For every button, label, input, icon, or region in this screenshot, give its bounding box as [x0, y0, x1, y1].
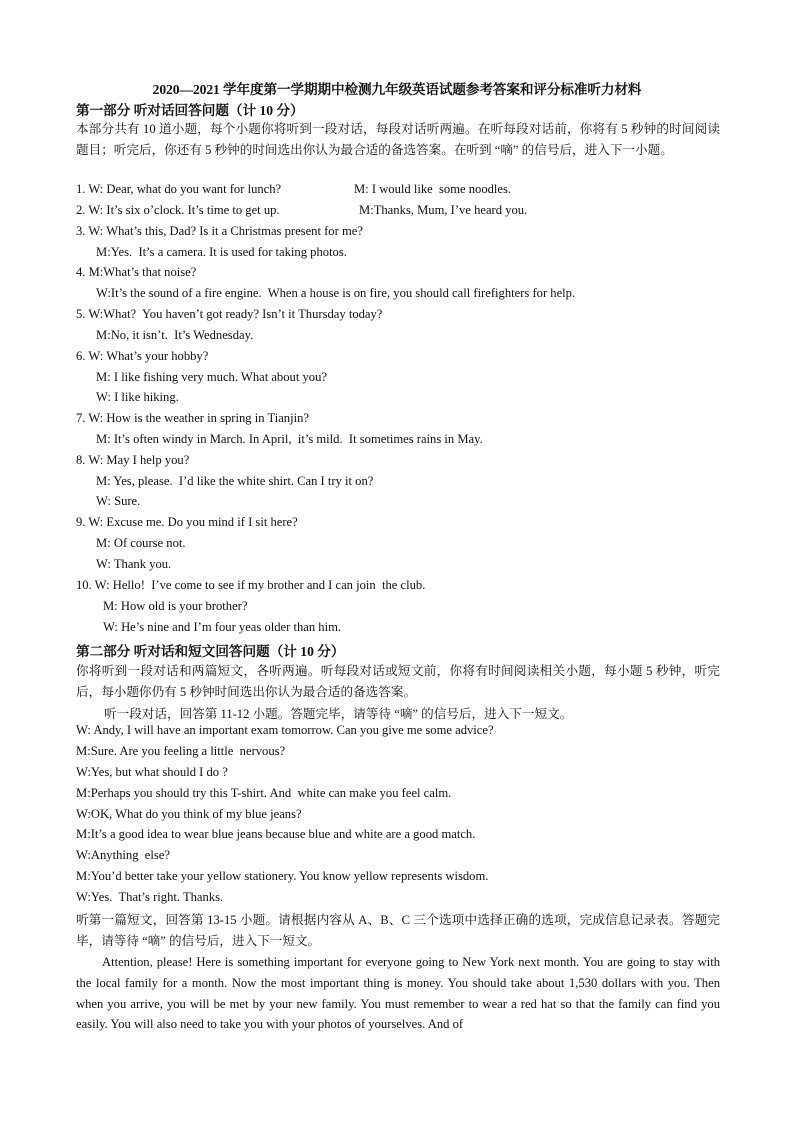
dialogue-line: 6. W: What’s your hobby? — [76, 349, 209, 363]
dialogue-line: W:OK, What do you think of my blue jeans? — [76, 807, 302, 821]
dialogue-line: 5. W:What? You haven’t got ready? Isn’t it Thursday today? — [76, 307, 383, 321]
document-title: 2020—2021 学年度第一学期期中检测九年级英语试题参考答案和评分标准听力材料 — [152, 82, 642, 97]
dialogue-line: W:Yes, but what should I do ? — [76, 765, 228, 779]
dialogue-line: M: Of course not. — [96, 536, 186, 550]
dialogue-line: 7. W: How is the weather in spring in Tianjin? — [76, 411, 309, 425]
part2-instructions: 你将听到一段对话和两篇短文，各听两遍。听每段对话或短文前，你将有时间阅读相关小题，每小题 5 秒钟，听完后，每小题你仍有 5 秒钟时间选出你认为最合适的备选答案。 — [76, 664, 720, 699]
part1-heading: 第一部分 听对话回答问题（计 10 分） — [76, 103, 304, 118]
dialogue-line: M:It’s a good idea to wear blue jeans because blue and white are a good match. — [76, 827, 476, 841]
dialogue-line: W: He’s nine and I’m four yeas older than him. — [103, 620, 342, 634]
dialogue-line: M: How old is your brother? — [103, 599, 248, 613]
dialogue-line: M:Yes. It’s a camera. It is used for taking photos. — [96, 245, 347, 259]
part2-heading: 第二部分 听对话和短文回答问题（计 10 分） — [76, 644, 345, 659]
dialogue-line: W:It’s the sound of a fire engine. When a house is on fire, you should call firefighters for help. — [96, 286, 576, 300]
dialogue-line: M: Yes, please. I’d like the white shirt. Can I try it on? — [96, 474, 374, 488]
dialogue-line: M: I like fishing very much. What about you? — [96, 370, 327, 384]
dialogue-line: W: Thank you. — [96, 557, 172, 571]
dialogue-line: 2. W: It’s six o’clock. It’s time to get up. — [76, 203, 280, 217]
dialogue-line: M: I would like some noodles. — [354, 182, 512, 196]
dialogue-line: M:Thanks, Mum, I’ve heard you. — [359, 203, 528, 217]
dialogue-line: W:Yes. That’s right. Thanks. — [76, 890, 224, 904]
passage-intro: 听第一篇短文，回答第 13-15 小题。请根据内容从 A、B、C 三个选项中选择正确的选项，完成信息记录表。答题完毕，请等待 “嘀” 的信号后，进入下一短文。 — [76, 913, 720, 948]
dialogue-line: 4. M:What’s that noise? — [76, 265, 197, 279]
dialogue-intro: 听一段对话，回答第 11-12 小题。答题完毕，请等待 “嘀” 的信号后，进入下一短文。 — [104, 707, 573, 721]
dialogue-line: W:Anything else? — [76, 848, 170, 862]
dialogue-line: W: I like hiking. — [96, 390, 179, 404]
dialogue-line: M:Perhaps you should try this T-shirt. And white can make you feel calm. — [76, 786, 452, 800]
dialogue-line: 1. W: Dear, what do you want for lunch? — [76, 182, 282, 196]
dialogue-line: W: Andy, I will have an important exam tomorrow. Can you give me some advice? — [76, 723, 494, 737]
dialogue-line: M: It’s often windy in March. In April, it’s mild. It sometimes rains in May. — [96, 432, 483, 446]
part1-instructions: 本部分共有 10 道小题，每个小题你将听到一段对话，每段对话听两遍。在听每段对话前，你将有 5 秒钟的时间阅读题目；听完后，你还有 5 秒钟的时间选出你认为最合适的备选答案。在听到 “嘀” 的信号后，进入下一小题。 — [76, 122, 720, 157]
passage-text: Attention, please! Here is something important for everyone going to New York next month. You are going to stay with the local family for a month. Now the most important thing is money. You should take about 1,530 dollars with you. Then when you arrive, you will be met by your new family. You must remember to wear a red hat so that the family can find you easily. You will also need to take you with your photos of yourselves. And of — [76, 955, 720, 1032]
dialogue-line: 8. W: May I help you? — [76, 453, 190, 467]
dialogue-line: 3. W: What’s this, Dad? Is it a Christmas present for me? — [76, 224, 363, 238]
dialogue-line: M:No, it isn’t. It’s Wednesday. — [96, 328, 254, 342]
dialogue-line: 10. W: Hello! I’ve come to see if my brother and I can join the club. — [76, 578, 426, 592]
dialogue-line: M:You’d better take your yellow stationery. You know yellow represents wisdom. — [76, 869, 489, 883]
dialogue-line: M:Sure. Are you feeling a little nervous? — [76, 744, 286, 758]
dialogue-line: W: Sure. — [96, 494, 141, 508]
dialogue-line: 9. W: Excuse me. Do you mind if I sit here? — [76, 515, 298, 529]
